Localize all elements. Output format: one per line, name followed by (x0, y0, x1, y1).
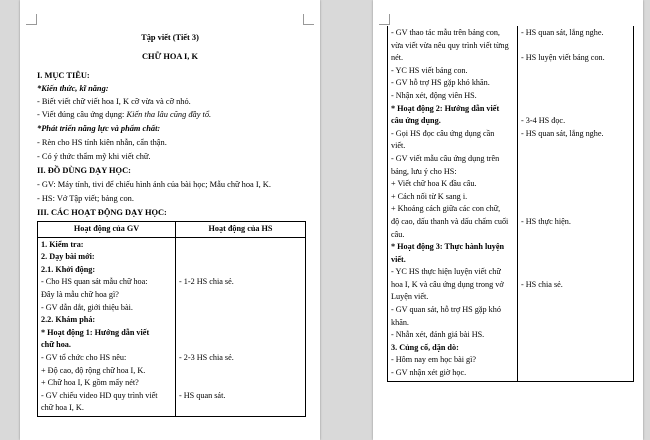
teacher-activity-line: - GV hỗ trợ HS gặp khó khăn. (391, 78, 490, 88)
blank-line (521, 153, 630, 166)
blank-line (521, 342, 630, 355)
teacher-activity-line: - Hôm nay em học bài gì? (391, 355, 477, 365)
blank-line (521, 291, 630, 304)
teacher-activity-line: 3. Củng cố, dặn dò: (391, 342, 459, 352)
teacher-activity-line: - Cho HS quan sát mẫu chữ hoa: (41, 277, 148, 287)
teacher-activities-cell (388, 26, 518, 381)
knowledge-line: - Biết viết chữ viết hoa I, K cỡ vừa và cỡ nhỏ. (37, 97, 191, 106)
header-teacher: Hoạt động của GV (38, 222, 176, 238)
teacher-activity-line: 2.2. Khám phá: (41, 315, 96, 325)
blank-line (179, 377, 302, 390)
teacher-activity-line: Luyện viết. (391, 292, 429, 302)
blank-line (521, 229, 630, 242)
teacher-activity-line: - Nhận xét, động viên HS. (391, 90, 477, 100)
student-activities-cell (518, 26, 634, 381)
sample-sentence: Kiến tha lâu cũng đầy tổ. (126, 110, 212, 119)
blank-line (521, 354, 630, 367)
student-activity-line: - HS thực hiện. (521, 216, 571, 226)
teacher-activity-line: bảng, lưu ý cho HS: (391, 166, 457, 176)
document-page-left (20, 0, 320, 440)
header-student: Hoạt động của HS (176, 222, 306, 238)
blank-line (521, 317, 630, 330)
student-activity-line: - HS quan sát, lắng nghe. (521, 28, 604, 37)
teacher-activity-line: * Hoạt động 2: Hướng dẫn viết (391, 103, 500, 113)
activities-table (37, 221, 306, 417)
teacher-activity-line: chữ hoa I, K. (41, 403, 84, 413)
section1-heading: I. MỤC TIÊU: (37, 71, 90, 80)
teacher-activity-line: độ cao, dấu thanh và dấu chấm cuối (391, 216, 509, 226)
blank-line (521, 40, 630, 53)
teacher-activity-line: Đây là mẫu chữ hoa gì? (41, 289, 119, 299)
ability-label: *Phát triển năng lực và phẩm chất: (37, 124, 161, 133)
teacher-activity-line: + Cách nối từ K sang i. (391, 191, 468, 201)
student-activity-line: - 2-3 HS chia sẻ. (179, 352, 234, 362)
blank-line (179, 239, 302, 252)
blank-line (521, 166, 630, 179)
teacher-activity-line: - GV nhận xét giờ học. (391, 368, 467, 378)
blank-line (179, 339, 302, 352)
crop-mark (303, 14, 314, 25)
student-activity-line: - HS quan sát, lắng nghe. (521, 128, 604, 138)
ability-line: - Rèn cho HS tính kiên nhẫn, cẩn thận. (37, 138, 167, 147)
blank-line (179, 302, 302, 315)
blank-line (521, 191, 630, 204)
teacher-activity-line: + Viết chữ hoa K đầu câu. (391, 179, 477, 189)
lesson-title: Tập viết (Tiết 3) (141, 33, 199, 42)
blank-line (521, 241, 630, 254)
blank-line (521, 254, 630, 267)
student-activity-line: - HS luyện viết bảng con. (521, 53, 605, 63)
teacher-activity-line: - GV thao tác mẫu trên bảng con, (391, 28, 500, 37)
activities-table-continued (387, 26, 634, 382)
blank-line (521, 266, 630, 279)
materials-line: - HS: Vở Tập viết; bảng con. (37, 194, 134, 203)
document-page-right (373, 0, 643, 440)
teacher-activity-line: - Gọi HS đọc câu ứng dụng cần (391, 128, 495, 138)
teacher-activity-line: - YC HS viết bảng con. (391, 65, 468, 75)
teacher-activity-line: chữ hoa. (41, 340, 71, 350)
lesson-subtitle: CHỮ HOA I, K (142, 52, 198, 61)
teacher-activity-line: 1. Kiểm tra: (41, 239, 84, 249)
section3-heading: III. CÁC HOẠT ĐỘNG DẠY HỌC: (37, 208, 167, 217)
teacher-activity-line: - YC HS thực hiện luyện viết chữ (391, 267, 501, 277)
ability-line: - Có ý thức thẩm mỹ khi viết chữ. (37, 152, 151, 161)
teacher-activity-line: - Nhẫn xét, đánh giá bài HS. (391, 330, 485, 340)
blank-line (521, 65, 630, 78)
knowledge-line: - Viết đúng câu ứng dụng: Kiến tha lâu cũng đầy tổ. (37, 110, 212, 119)
teacher-activity-line: câu. (391, 229, 405, 239)
teacher-activity-line: câu ứng dụng. (391, 116, 441, 126)
teacher-activity-line: khăn. (391, 317, 409, 327)
student-activity-line: - HS quan sát. (179, 390, 226, 400)
student-activities-cell (176, 237, 306, 416)
teacher-activity-line: + Khoảng cách giữa các con chữ, (391, 204, 501, 214)
blank-line (521, 90, 630, 103)
teacher-activity-line: viết. (391, 141, 406, 151)
materials-line: - GV: Máy tính, tivi để chiếu hình ảnh của bài học; Mẫu chữ hoa I, K. (37, 180, 271, 189)
teacher-activity-line: - GV viết mẫu câu ứng dụng trên (391, 153, 500, 163)
table-header-row (38, 222, 306, 238)
blank-line (179, 251, 302, 264)
table-row (388, 26, 634, 381)
blank-line (179, 289, 302, 302)
teacher-activity-line: - GV quan sát, hỗ trợ HS gặp khó (391, 305, 501, 315)
teacher-activity-line: 2.1. Khởi động: (41, 264, 96, 274)
teacher-activity-line: + Độ cao, độ rộng chữ hoa I, K. (41, 365, 146, 375)
blank-line (521, 140, 630, 153)
teacher-activities-cell (38, 237, 176, 416)
crop-mark (379, 14, 390, 25)
blank-line (179, 402, 302, 415)
teacher-activity-line: - GV dẫn dắt, giới thiệu bài. (41, 302, 133, 312)
teacher-activity-line: - GV tổ chức cho HS nêu: (41, 352, 127, 362)
table-row (38, 237, 306, 416)
teacher-activity-line: * Hoạt động 1: Hướng dẫn viết (41, 327, 150, 337)
knowledge-label: *Kiến thức, kĩ năng: (37, 84, 109, 93)
blank-line (521, 329, 630, 342)
teacher-activity-line: hoa I, K và câu ứng dụng trong vở (391, 279, 504, 289)
teacher-activity-line: * Hoạt động 3: Thực hành luyện (391, 242, 505, 252)
teacher-activity-line: vừa viết vừa nêu quy trình viết từng (391, 40, 509, 50)
student-activity-line: - HS chia sẻ. (521, 279, 563, 289)
teacher-activity-line: 2. Dạy bài mới: (41, 252, 95, 262)
teacher-activity-line: nét. (391, 53, 404, 63)
crop-mark (26, 14, 37, 25)
blank-line (521, 367, 630, 380)
blank-line (179, 264, 302, 277)
blank-line (521, 103, 630, 116)
section2-heading: II. ĐỒ DÙNG DẠY HỌC: (37, 166, 131, 175)
student-activity-line: - 3-4 HS đọc. (521, 116, 566, 126)
blank-line (521, 77, 630, 90)
blank-line (521, 203, 630, 216)
student-activity-line: - 1-2 HS chia sẻ. (179, 277, 234, 287)
blank-line (521, 304, 630, 317)
blank-line (179, 327, 302, 340)
blank-line (179, 365, 302, 378)
blank-line (521, 178, 630, 191)
teacher-activity-line: - GV chiếu video HD quy trình viết (41, 390, 158, 400)
teacher-activity-line: + Chữ hoa I, K gồm mấy nét? (41, 378, 139, 388)
teacher-activity-line: viết. (391, 254, 406, 264)
blank-line (179, 314, 302, 327)
